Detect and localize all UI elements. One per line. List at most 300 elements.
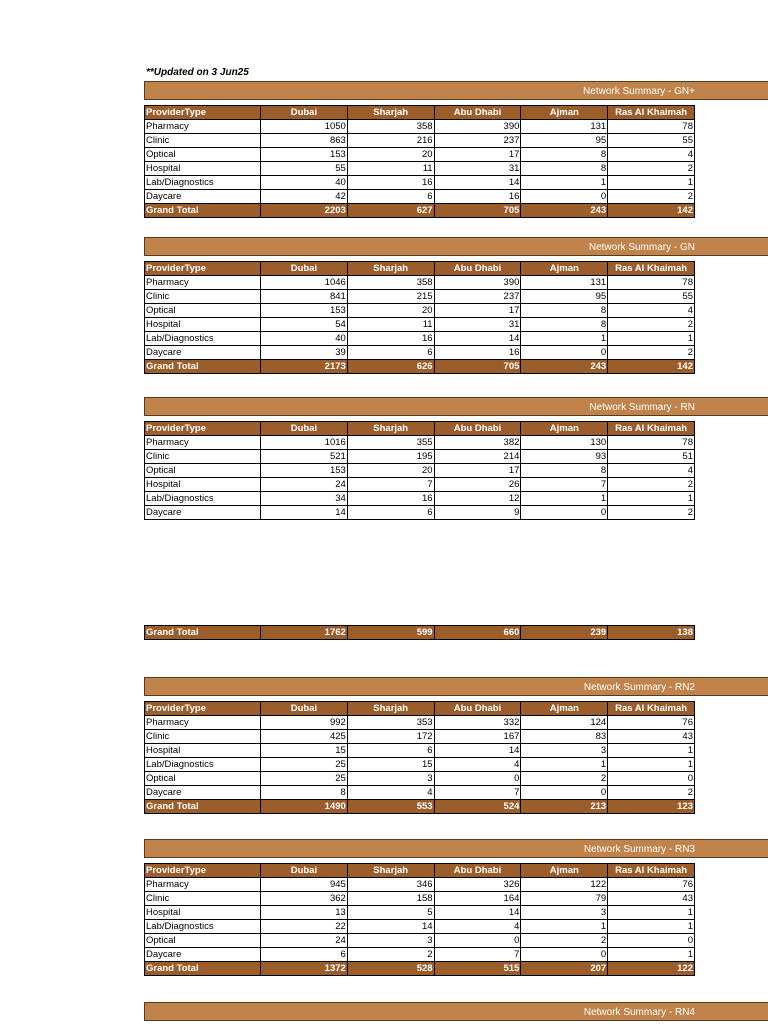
value-cell: 12 (434, 492, 521, 506)
value-cell: 3 (521, 744, 608, 758)
column-header: Ras Al Khaimah (608, 864, 695, 878)
value-cell: 25 (261, 758, 348, 772)
column-header: Ajman (521, 864, 608, 878)
section-title-bar (144, 677, 768, 696)
grand-total-value: 123 (608, 800, 695, 814)
provider-type-cell: Clinic (145, 134, 261, 148)
grand-total-value: 524 (434, 800, 521, 814)
section-title: Network Summary - RN3 (583, 844, 695, 855)
column-header: Sharjah (347, 106, 434, 120)
value-cell: 2 (521, 934, 608, 948)
value-cell: 1 (521, 332, 608, 346)
table-row (145, 934, 695, 948)
table-row (145, 276, 695, 290)
value-cell: 4 (608, 464, 695, 478)
column-header: Abu Dhabi (434, 864, 521, 878)
value-cell: 6 (347, 190, 434, 204)
value-cell: 17 (434, 148, 521, 162)
grand-total-value: 660 (434, 626, 521, 640)
grand-total-value: 1372 (261, 962, 348, 976)
value-cell: 5 (347, 906, 434, 920)
value-cell: 78 (608, 436, 695, 450)
value-cell: 4 (608, 148, 695, 162)
value-cell: 26 (434, 478, 521, 492)
value-cell: 16 (434, 346, 521, 360)
column-header: Abu Dhabi (434, 106, 521, 120)
table-row (145, 148, 695, 162)
value-cell: 326 (434, 878, 521, 892)
value-cell: 7 (434, 786, 521, 800)
grand-total-value: 239 (521, 626, 608, 640)
column-header: Dubai (261, 106, 348, 120)
table-row (145, 892, 695, 906)
grand-total-label: Grand Total (145, 962, 261, 976)
grand-total-value: 2173 (261, 360, 348, 374)
value-cell: 216 (347, 134, 434, 148)
value-cell: 521 (261, 450, 348, 464)
value-cell: 6 (347, 346, 434, 360)
grand-total-value: 213 (521, 800, 608, 814)
provider-type-cell: Daycare (145, 506, 261, 520)
grand-total-label: Grand Total (145, 800, 261, 814)
table-row (145, 120, 695, 134)
grand-total-value: 243 (521, 360, 608, 374)
value-cell: 390 (434, 276, 521, 290)
provider-type-cell: Pharmacy (145, 878, 261, 892)
value-cell: 8 (521, 464, 608, 478)
value-cell: 43 (608, 730, 695, 744)
grand-total-label: Grand Total (145, 626, 261, 640)
gap-cell (145, 520, 695, 626)
value-cell: 992 (261, 716, 348, 730)
value-cell: 4 (608, 304, 695, 318)
column-header: Ras Al Khaimah (608, 262, 695, 276)
value-cell: 8 (521, 318, 608, 332)
value-cell: 131 (521, 276, 608, 290)
value-cell: 17 (434, 304, 521, 318)
provider-type-cell: Lab/Diagnostics (145, 176, 261, 190)
value-cell: 2 (608, 506, 695, 520)
value-cell: 2 (521, 772, 608, 786)
value-cell: 1 (608, 920, 695, 934)
value-cell: 358 (347, 120, 434, 134)
column-header: Sharjah (347, 702, 434, 716)
value-cell: 31 (434, 318, 521, 332)
updated-note: **Updated on 3 Jun25 (146, 67, 249, 78)
value-cell: 14 (261, 506, 348, 520)
summary-table (144, 701, 695, 814)
grand-total-value: 1490 (261, 800, 348, 814)
value-cell: 0 (608, 934, 695, 948)
value-cell: 14 (434, 744, 521, 758)
value-cell: 1 (608, 744, 695, 758)
table-row (145, 948, 695, 962)
grand-total-row (145, 626, 695, 640)
column-header: Sharjah (347, 422, 434, 436)
section-title-bar (144, 81, 768, 100)
provider-type-cell: Clinic (145, 450, 261, 464)
value-cell: 425 (261, 730, 348, 744)
value-cell: 6 (347, 506, 434, 520)
value-cell: 0 (521, 948, 608, 962)
section-title: Network Summary - GN+ (583, 86, 695, 97)
column-header: Ajman (521, 262, 608, 276)
grand-total-label: Grand Total (145, 360, 261, 374)
value-cell: 6 (347, 744, 434, 758)
value-cell: 78 (608, 276, 695, 290)
table-row (145, 290, 695, 304)
value-cell: 237 (434, 290, 521, 304)
value-cell: 2 (608, 190, 695, 204)
table-row (145, 318, 695, 332)
value-cell: 43 (608, 892, 695, 906)
value-cell: 40 (261, 176, 348, 190)
table-row (145, 134, 695, 148)
value-cell: 25 (261, 772, 348, 786)
value-cell: 358 (347, 276, 434, 290)
column-header: Ajman (521, 702, 608, 716)
grand-total-row (145, 204, 695, 218)
value-cell: 362 (261, 892, 348, 906)
value-cell: 1 (608, 492, 695, 506)
value-cell: 16 (347, 492, 434, 506)
provider-type-cell: Hospital (145, 478, 261, 492)
column-header: Dubai (261, 702, 348, 716)
value-cell: 20 (347, 148, 434, 162)
value-cell: 1 (608, 948, 695, 962)
value-cell: 11 (347, 318, 434, 332)
value-cell: 14 (434, 332, 521, 346)
provider-type-cell: Lab/Diagnostics (145, 920, 261, 934)
grand-total-value: 207 (521, 962, 608, 976)
table-row (145, 744, 695, 758)
section-title: Network Summary - RN2 (583, 682, 695, 693)
summary-table (144, 261, 695, 374)
value-cell: 355 (347, 436, 434, 450)
section-title: Network Summary - RN (589, 402, 695, 413)
value-cell: 167 (434, 730, 521, 744)
table-row (145, 190, 695, 204)
column-header: Abu Dhabi (434, 262, 521, 276)
provider-type-cell: Pharmacy (145, 276, 261, 290)
value-cell: 7 (347, 478, 434, 492)
grand-total-value: 705 (434, 360, 521, 374)
value-cell: 8 (521, 148, 608, 162)
provider-type-cell: Hospital (145, 744, 261, 758)
provider-type-cell: Pharmacy (145, 716, 261, 730)
provider-type-cell: Optical (145, 772, 261, 786)
section-title-bar (144, 397, 768, 416)
column-header: Abu Dhabi (434, 422, 521, 436)
column-header: Ras Al Khaimah (608, 702, 695, 716)
table-row (145, 716, 695, 730)
table-row (145, 786, 695, 800)
section-rn4 (144, 1002, 768, 1021)
value-cell: 1 (521, 176, 608, 190)
table-row (145, 492, 695, 506)
provider-type-cell: Hospital (145, 162, 261, 176)
provider-type-cell: Pharmacy (145, 436, 261, 450)
provider-type-cell: Optical (145, 464, 261, 478)
value-cell: 195 (347, 450, 434, 464)
column-header: ProviderType (145, 864, 261, 878)
grand-total-value: 553 (347, 800, 434, 814)
grand-total-value: 2203 (261, 204, 348, 218)
value-cell: 841 (261, 290, 348, 304)
section-title: Network Summary - RN4 (583, 1007, 695, 1018)
grand-total-row (145, 360, 695, 374)
value-cell: 0 (521, 506, 608, 520)
provider-type-cell: Optical (145, 304, 261, 318)
value-cell: 16 (434, 190, 521, 204)
column-header: Dubai (261, 262, 348, 276)
value-cell: 6 (261, 948, 348, 962)
value-cell: 55 (261, 162, 348, 176)
value-cell: 0 (434, 772, 521, 786)
grand-total-value: 627 (347, 204, 434, 218)
value-cell: 76 (608, 716, 695, 730)
value-cell: 4 (434, 758, 521, 772)
provider-type-cell: Hospital (145, 318, 261, 332)
value-cell: 78 (608, 120, 695, 134)
value-cell: 22 (261, 920, 348, 934)
value-cell: 122 (521, 878, 608, 892)
header-row (145, 106, 695, 120)
provider-type-cell: Optical (145, 148, 261, 162)
value-cell: 130 (521, 436, 608, 450)
header-row (145, 702, 695, 716)
table-row (145, 176, 695, 190)
value-cell: 1046 (261, 276, 348, 290)
column-header: ProviderType (145, 422, 261, 436)
table-row (145, 478, 695, 492)
section-rn (144, 397, 768, 640)
value-cell: 215 (347, 290, 434, 304)
column-header: Ajman (521, 422, 608, 436)
value-cell: 131 (521, 120, 608, 134)
grand-total-value: 528 (347, 962, 434, 976)
value-cell: 8 (261, 786, 348, 800)
value-cell: 164 (434, 892, 521, 906)
provider-type-cell: Daycare (145, 948, 261, 962)
column-header: Ras Al Khaimah (608, 106, 695, 120)
value-cell: 1 (608, 332, 695, 346)
value-cell: 3 (347, 934, 434, 948)
table-row (145, 878, 695, 892)
value-cell: 2 (608, 478, 695, 492)
blank-gap (145, 520, 695, 626)
table-row (145, 506, 695, 520)
value-cell: 34 (261, 492, 348, 506)
table-row (145, 304, 695, 318)
value-cell: 1 (608, 906, 695, 920)
value-cell: 153 (261, 464, 348, 478)
grand-total-value: 626 (347, 360, 434, 374)
value-cell: 2 (608, 346, 695, 360)
section-rn3 (144, 839, 768, 976)
grand-total-value: 599 (347, 626, 434, 640)
provider-type-cell: Pharmacy (145, 120, 261, 134)
value-cell: 9 (434, 506, 521, 520)
section-rn2 (144, 677, 768, 814)
value-cell: 945 (261, 878, 348, 892)
value-cell: 11 (347, 162, 434, 176)
value-cell: 24 (261, 934, 348, 948)
column-header: Ras Al Khaimah (608, 422, 695, 436)
value-cell: 1 (521, 920, 608, 934)
value-cell: 51 (608, 450, 695, 464)
value-cell: 1 (521, 758, 608, 772)
grand-total-label: Grand Total (145, 204, 261, 218)
value-cell: 172 (347, 730, 434, 744)
grand-total-row (145, 800, 695, 814)
value-cell: 7 (434, 948, 521, 962)
value-cell: 17 (434, 464, 521, 478)
column-header: ProviderType (145, 106, 261, 120)
value-cell: 24 (261, 478, 348, 492)
value-cell: 158 (347, 892, 434, 906)
value-cell: 14 (434, 906, 521, 920)
provider-type-cell: Optical (145, 934, 261, 948)
value-cell: 2 (347, 948, 434, 962)
value-cell: 332 (434, 716, 521, 730)
table-row (145, 772, 695, 786)
table-row (145, 464, 695, 478)
section-gn-plus (144, 81, 768, 218)
value-cell: 55 (608, 134, 695, 148)
value-cell: 54 (261, 318, 348, 332)
table-row (145, 162, 695, 176)
value-cell: 237 (434, 134, 521, 148)
value-cell: 153 (261, 304, 348, 318)
value-cell: 346 (347, 878, 434, 892)
section-title-bar (144, 1002, 768, 1021)
column-header: Dubai (261, 864, 348, 878)
value-cell: 2 (608, 318, 695, 332)
value-cell: 8 (521, 162, 608, 176)
provider-type-cell: Daycare (145, 190, 261, 204)
value-cell: 39 (261, 346, 348, 360)
value-cell: 1 (608, 176, 695, 190)
column-header: ProviderType (145, 702, 261, 716)
value-cell: 1 (608, 758, 695, 772)
table-row (145, 450, 695, 464)
grand-total-row (145, 962, 695, 976)
value-cell: 1 (521, 492, 608, 506)
value-cell: 382 (434, 436, 521, 450)
value-cell: 83 (521, 730, 608, 744)
value-cell: 0 (521, 786, 608, 800)
provider-type-cell: Clinic (145, 730, 261, 744)
value-cell: 124 (521, 716, 608, 730)
table-row (145, 436, 695, 450)
summary-table (144, 105, 695, 218)
table-row (145, 906, 695, 920)
column-header: Sharjah (347, 864, 434, 878)
value-cell: 55 (608, 290, 695, 304)
value-cell: 95 (521, 290, 608, 304)
grand-total-value: 705 (434, 204, 521, 218)
value-cell: 2 (608, 162, 695, 176)
value-cell: 20 (347, 304, 434, 318)
table-row (145, 730, 695, 744)
section-title: Network Summary - GN (588, 242, 695, 253)
value-cell: 15 (261, 744, 348, 758)
column-header: Sharjah (347, 262, 434, 276)
value-cell: 20 (347, 464, 434, 478)
grand-total-value: 243 (521, 204, 608, 218)
provider-type-cell: Lab/Diagnostics (145, 758, 261, 772)
value-cell: 2 (608, 786, 695, 800)
summary-table (144, 863, 695, 976)
section-title-bar (144, 839, 768, 858)
value-cell: 95 (521, 134, 608, 148)
value-cell: 13 (261, 906, 348, 920)
provider-type-cell: Lab/Diagnostics (145, 492, 261, 506)
value-cell: 14 (434, 176, 521, 190)
value-cell: 16 (347, 176, 434, 190)
value-cell: 3 (521, 906, 608, 920)
value-cell: 1016 (261, 436, 348, 450)
value-cell: 0 (521, 190, 608, 204)
grand-total-value: 138 (608, 626, 695, 640)
value-cell: 0 (521, 346, 608, 360)
section-gn (144, 237, 768, 374)
value-cell: 42 (261, 190, 348, 204)
section-title-bar (144, 237, 768, 256)
grand-total-value: 515 (434, 962, 521, 976)
table-row (145, 332, 695, 346)
table-row (145, 346, 695, 360)
provider-type-cell: Clinic (145, 290, 261, 304)
value-cell: 16 (347, 332, 434, 346)
grand-total-value: 122 (608, 962, 695, 976)
provider-type-cell: Lab/Diagnostics (145, 332, 261, 346)
value-cell: 153 (261, 148, 348, 162)
value-cell: 4 (347, 786, 434, 800)
column-header: Dubai (261, 422, 348, 436)
table-row (145, 758, 695, 772)
provider-type-cell: Clinic (145, 892, 261, 906)
value-cell: 214 (434, 450, 521, 464)
value-cell: 4 (434, 920, 521, 934)
value-cell: 14 (347, 920, 434, 934)
grand-total-value: 142 (608, 204, 695, 218)
value-cell: 353 (347, 716, 434, 730)
provider-type-cell: Daycare (145, 346, 261, 360)
table-row (145, 920, 695, 934)
value-cell: 3 (347, 772, 434, 786)
value-cell: 8 (521, 304, 608, 318)
value-cell: 0 (608, 772, 695, 786)
value-cell: 15 (347, 758, 434, 772)
column-header: Ajman (521, 106, 608, 120)
value-cell: 0 (434, 934, 521, 948)
header-row (145, 422, 695, 436)
value-cell: 40 (261, 332, 348, 346)
value-cell: 390 (434, 120, 521, 134)
provider-type-cell: Hospital (145, 906, 261, 920)
grand-total-value: 142 (608, 360, 695, 374)
provider-type-cell: Daycare (145, 786, 261, 800)
value-cell: 1050 (261, 120, 348, 134)
header-row (145, 864, 695, 878)
header-row (145, 262, 695, 276)
value-cell: 76 (608, 878, 695, 892)
column-header: Abu Dhabi (434, 702, 521, 716)
summary-table (144, 421, 695, 640)
column-header: ProviderType (145, 262, 261, 276)
